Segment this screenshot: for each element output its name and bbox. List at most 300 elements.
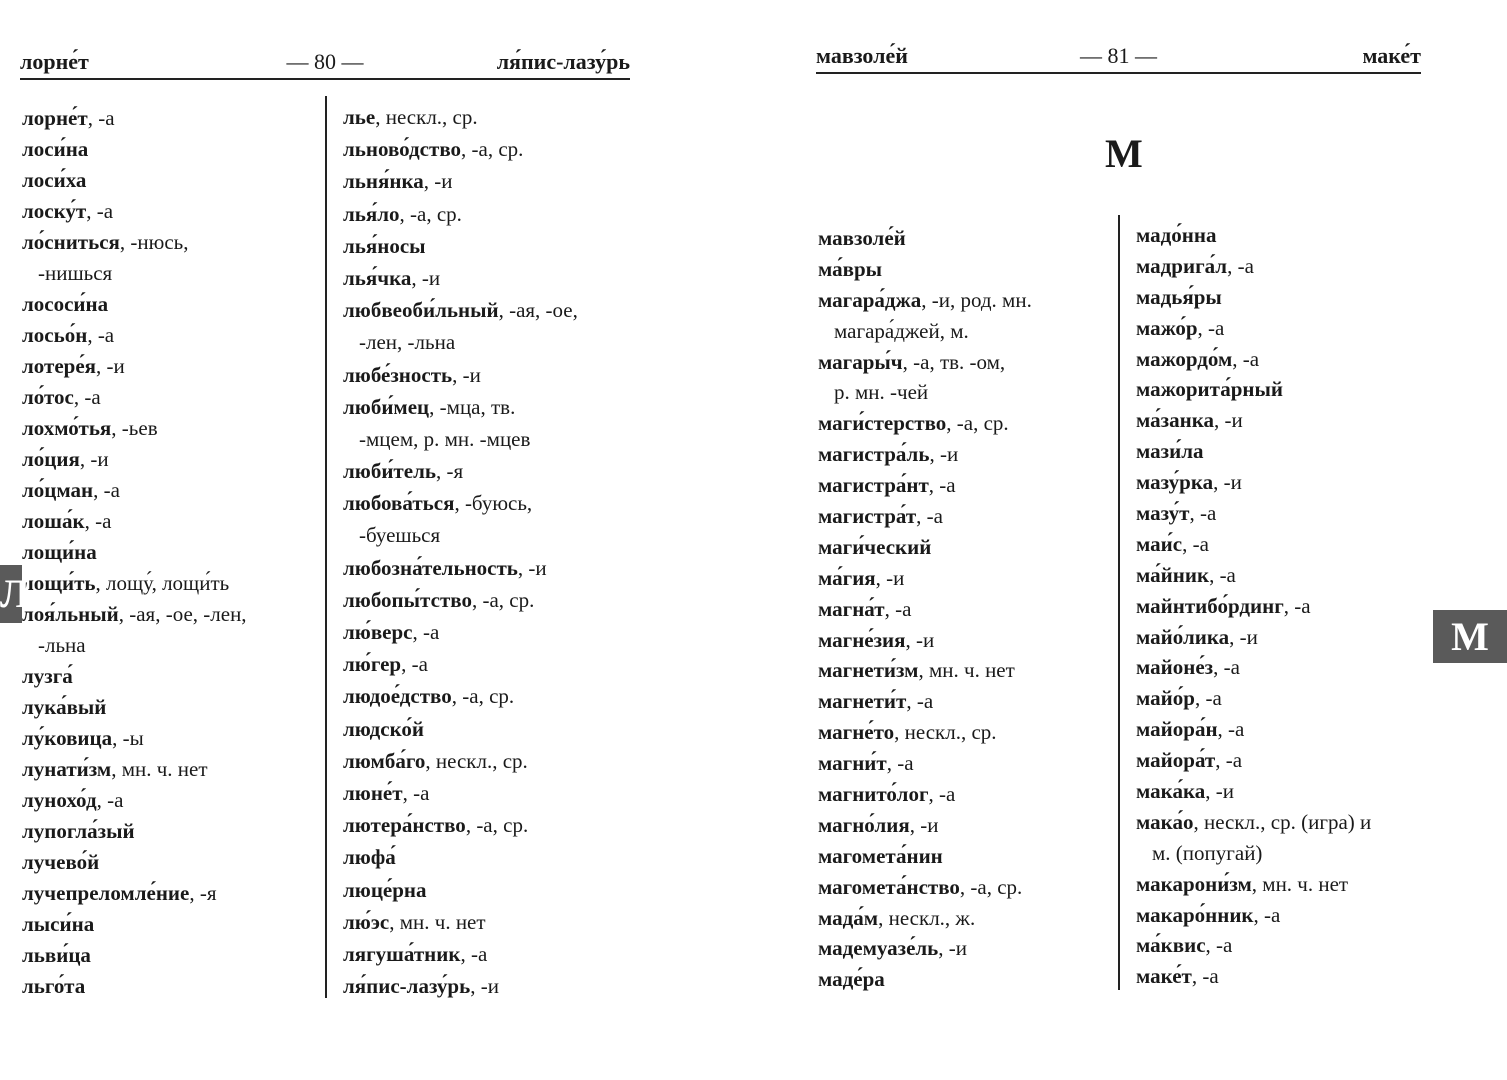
headword: лучево́й [22,850,100,874]
dictionary-entry [22,878,247,909]
header-guide-word-first: лорне́т [20,49,89,74]
grammar-info: , нескл., ср. [894,720,997,745]
headword: мазу́рка [1136,470,1214,495]
grammar-info: , -ы [112,726,144,750]
headword: лунати́зм [22,757,112,781]
dictionary-entry [343,359,578,391]
entry-column-left-2 [343,101,578,1002]
headword: лю́гер [343,652,402,677]
headword: мажо́р [1136,315,1198,340]
grammar-info: , -а [1253,902,1281,927]
thumb-index-tab: Л [0,565,22,623]
dictionary-entry [22,165,247,196]
section-letter-heading: М [1105,131,1143,176]
grammar-info: , -и [411,265,441,290]
dictionary-entry [1136,591,1371,622]
entry-column-right-1 [818,223,1032,995]
grammar-info: , мн. ч. нет [918,658,1015,683]
entry-continuation: м. (попугай) [1152,840,1263,865]
dictionary-entry [22,692,247,723]
headword: мажорита́рный [1136,377,1283,402]
dictionary-entry [343,938,578,970]
grammar-info: , -а [73,385,101,409]
headword: магистра́т [818,504,917,529]
headword: мадемуазе́ль [818,936,939,961]
headword: мадрига́л [1136,253,1228,278]
grammar-info: , -а, ср. [461,137,524,162]
headword: майора́н [1136,717,1218,742]
headword: ма́вры [818,256,883,281]
grammar-info: , нескл., ср. [425,748,528,773]
headword: лососи́на [22,292,109,316]
headword: магнито́лог [818,782,929,807]
headword: лье [343,105,376,129]
dictionary-entry [22,816,247,847]
grammar-info: , -а [928,782,956,807]
dictionary-entry [818,439,1032,470]
grammar-info: , -и [1213,470,1242,495]
dictionary-entry [818,223,1032,254]
dictionary-entry [22,909,247,940]
headword: мажордо́м [1136,346,1233,371]
grammar-info: , -а [86,199,114,223]
grammar-info: , -и [96,354,125,378]
grammar-info: , -а, ср. [451,684,515,709]
dictionary-entry [22,847,247,878]
headword: ма́квис [1136,933,1206,958]
grammar-info: , -нюсь, [119,230,189,254]
headword: лю́эс [343,909,390,934]
headword: майо́р [1136,686,1195,711]
dictionary-entry [22,320,247,351]
dictionary-entry [343,165,578,197]
grammar-info: , -а [1197,315,1225,340]
headword: лунохо́д [22,788,97,812]
grammar-info: , -и [905,627,935,652]
grammar-info: , -а [1213,655,1240,680]
headword: лупогла́зый [22,819,135,843]
headword: ля́пис-лазу́рь [343,974,471,999]
headword: лья́носы [343,233,426,258]
header-guide-word-last: маке́т [1362,43,1421,68]
headword: мазу́т [1136,501,1190,526]
dictionary-entry [343,133,578,165]
dictionary-entry [1136,282,1371,313]
headword: любе́зность [343,362,453,387]
page-number: — 80 — [286,49,364,74]
headword: людое́дство [343,684,452,709]
dictionary-entry [1136,374,1371,405]
headword: лю́верс [343,620,413,644]
dictionary-entry [22,599,247,630]
entry-continuation: -нишься [38,261,113,285]
dictionary-entry [1136,776,1371,807]
headword: лоша́к [22,509,85,533]
dictionary-entry [1136,251,1371,282]
grammar-info: , -и [909,812,939,837]
grammar-info: , -а [87,323,115,347]
dictionary-entry [818,933,1032,964]
dictionary-entry [1136,807,1371,838]
headword: лоя́льный [22,602,119,626]
dictionary-entry [343,101,578,133]
headword: лука́вый [22,695,107,719]
headword: лягуша́тник [343,941,461,966]
headword: ло́сниться [22,230,120,254]
headword: магистра́нт [818,473,929,498]
grammar-info: , нескл., ср. (игра) и [1193,809,1372,834]
header-guide-word-first: мавзоле́й [816,43,908,68]
grammar-info: , -и [423,169,453,194]
dictionary-entry [1136,961,1371,992]
dictionary-entry [818,872,1032,903]
headword: лотере́я [22,354,97,378]
headword: ма́йник [1136,562,1210,587]
right-page [800,0,1507,1080]
dictionary-entry [22,475,247,506]
grammar-info: , -а [1194,686,1222,711]
dictionary-entry [1136,436,1371,467]
grammar-info: , -а [460,941,488,966]
entry-continuation: р. мн. -чей [834,380,929,405]
grammar-info: , -и [1213,408,1243,433]
headword: мази́ла [1136,439,1204,464]
dictionary-entry [1136,498,1371,529]
dictionary-entry [22,940,247,971]
headword: макаро́нник [1136,902,1254,927]
grammar-info: , -и [875,565,905,590]
dictionary-entry [1136,467,1371,498]
dictionary-entry [818,563,1032,594]
headword: магно́лия [818,812,910,837]
headword: магне́зия [818,627,906,652]
headword: любозна́тельность [343,555,518,580]
dictionary-entry [22,134,247,165]
headword: льня́нка [343,169,424,194]
dictionary-entry [343,680,578,712]
page-header [20,48,630,80]
dictionary-entry [818,779,1032,810]
dictionary-entry [343,809,578,841]
headword: майнтибо́рдинг [1136,593,1284,618]
headword: магомета́нство [818,874,960,899]
grammar-info: , нескл., ж. [878,905,976,930]
headword: лорне́т [22,106,88,130]
grammar-info: , -мца, тв. [429,394,516,419]
headword: маги́ческий [818,534,932,559]
headword: лыси́на [22,912,95,936]
headword: ма́гия [818,565,876,590]
headword: мавзоле́й [818,226,906,250]
grammar-info: , мн. ч. нет [111,757,208,781]
grammar-info: , лощу́, лощи́ть [95,571,230,595]
page-header [816,42,1421,74]
headword: любопы́тство [343,587,472,612]
headword: лучепреломле́ние [22,881,190,905]
entry-column-left-1 [22,103,247,1002]
dictionary-entry [1136,869,1371,900]
dictionary-entry [343,391,578,423]
grammar-info: , -а, ср. [465,813,529,838]
dictionary-entry [1136,745,1371,776]
dictionary-entry [818,347,1032,378]
dictionary-entry [1136,529,1371,560]
grammar-info: , -а [402,780,430,805]
grammar-info: , -а [1215,748,1243,773]
dictionary-entry [22,785,247,816]
headword: люфа́ [343,845,396,870]
headword: магнети́т [818,689,907,714]
dictionary-entry [343,874,578,906]
headword: лу́ковица [22,726,113,750]
headword: ло́ция [22,447,80,471]
header-guide-word-last: ля́пис-лазу́рь [496,49,630,74]
dictionary-entry [818,501,1032,532]
dictionary-entry [343,455,578,487]
headword: макарони́зм [1136,871,1252,896]
headword: мака́о [1136,809,1194,834]
dictionary-entry [22,103,247,134]
grammar-info: , -ая, -ое, -лен, [118,602,247,626]
headword: магистра́ль [818,442,930,467]
dictionary-entry [343,262,578,294]
headword: любова́ться [343,491,455,516]
grammar-info: , -а [1217,717,1245,742]
headword: майора́т [1136,748,1216,773]
dictionary-entry [343,230,578,262]
left-page [0,0,660,1080]
headword: любвеоби́льный [343,298,499,323]
headword: майо́лика [1136,624,1230,649]
grammar-info: , -и [470,974,499,999]
column-divider [325,96,327,998]
dictionary-entry [818,964,1032,995]
headword: мада́м [818,905,879,930]
headword: магнети́зм [818,658,919,683]
dictionary-entry [818,810,1032,841]
grammar-info: , -а [401,652,428,677]
dictionary-entry [818,254,1032,285]
dictionary-entry [818,903,1032,934]
dictionary-entry [22,568,247,599]
headword: ма́занка [1136,408,1214,433]
grammar-info: , -и [1229,624,1258,649]
dictionary-entry [343,970,578,1002]
headword: лья́чка [343,265,412,290]
headword: магомета́нин [818,843,943,868]
thumb-index-tab: М [1433,610,1507,663]
dictionary-entry [343,198,578,230]
dictionary-entry [22,754,247,785]
grammar-info: , -а, ср. [959,874,1023,899]
grammar-info: , -а [1209,562,1236,587]
grammar-info: , -а, ср. [399,201,462,226]
headword: лютера́нство [343,813,466,838]
headword: маде́ра [818,967,885,992]
page-number: — 81 — [1080,43,1157,68]
headword: мадья́ры [1136,284,1222,309]
dictionary-entry [1136,900,1371,931]
headword: лощи́на [22,540,97,564]
headword: магне́то [818,720,895,745]
dictionary-entry [343,294,578,326]
headword: людско́й [343,716,424,741]
dictionary-entry [343,487,578,519]
dictionary-entry [1136,714,1371,745]
dictionary-entry [343,745,578,777]
grammar-info: , -и [929,442,959,467]
grammar-info: , -и [938,936,968,961]
headword: люби́мец [343,394,430,419]
headword: лощи́ть [22,571,96,595]
headword: майоне́з [1136,655,1214,680]
headword: льви́ца [22,943,91,967]
headword: ло́цман [22,478,94,502]
dictionary-entry [343,584,578,616]
dictionary-entry [818,748,1032,779]
headword: маги́стерство [818,411,947,436]
grammar-info: , -буюсь, [454,491,533,516]
grammar-info: , -а [1205,933,1233,958]
grammar-info: , -я [435,459,464,484]
dictionary-entry [22,289,247,320]
dictionary-entry [818,841,1032,872]
headword: ло́тос [22,385,74,409]
dictionary-entry [1136,313,1371,344]
dictionary-entry [22,444,247,475]
dictionary-entry [818,655,1032,686]
headword: магна́т [818,596,885,621]
headword: магара́джа [818,287,922,312]
dictionary-entry [22,382,247,413]
grammar-info: , -а [1182,531,1209,556]
dictionary-entry [343,906,578,938]
headword: люце́рна [343,877,427,902]
grammar-info: , -а, ср. [946,411,1009,436]
headword: магни́т [818,751,887,776]
dictionary-entry [818,470,1032,501]
dictionary-entry [1136,344,1371,375]
grammar-info: , -а, ср. [471,587,535,612]
headword: мака́ка [1136,779,1206,804]
grammar-info: , мн. ч. нет [1251,871,1349,896]
headword: лохмо́тья [22,416,112,440]
dictionary-entry [343,552,578,584]
dictionary-entry [343,841,578,873]
headword: лосьо́н [22,323,88,347]
dictionary-entry [818,594,1032,625]
grammar-info: , -а [412,620,440,644]
grammar-info: , -а [884,596,912,621]
dictionary-entry [22,723,247,754]
entry-continuation: -мцем, р. мн. -мцев [359,426,531,451]
headword: мадо́нна [1136,223,1217,247]
dictionary-entry [22,971,247,1002]
entry-continuation: магара́джей, м. [834,318,969,343]
dictionary-entry [343,777,578,809]
dictionary-entry [1136,652,1371,683]
headword: льново́дство [343,137,462,162]
dictionary-entry [22,351,247,382]
headword: лоси́ха [22,168,87,192]
grammar-info: , -а [906,689,934,714]
grammar-info: , -а, тв. -ом, [902,349,1006,374]
grammar-info: , -а [84,509,112,533]
grammar-info: , -а [1191,964,1219,989]
entry-continuation: -буешься [359,523,441,548]
headword: лузга́ [22,664,73,688]
dictionary-entry [22,537,247,568]
headword: лоску́т [22,199,87,223]
entry-column-right-2 [1136,220,1371,992]
grammar-info: , нескл., ср. [375,105,478,129]
grammar-info: , -а [1227,253,1254,278]
dictionary-entry [22,506,247,537]
grammar-info: , -а [928,473,956,498]
dictionary-entry [1136,622,1371,653]
dictionary-entry [343,648,578,680]
column-divider [1118,215,1120,990]
dictionary-entry [22,227,247,258]
dictionary-entry [22,196,247,227]
headword: лья́ло [343,201,400,226]
grammar-info: , -а [1283,593,1311,618]
entry-continuation: -лен, -льна [359,330,456,355]
dictionary-entry [818,625,1032,656]
grammar-info: , -а [93,478,120,502]
grammar-info: , -я [189,881,217,905]
grammar-info: , -и [1205,779,1234,804]
entry-continuation: -льна [38,633,86,657]
grammar-info: , -и [79,447,109,471]
dictionary-entry [818,717,1032,748]
headword: люби́тель [343,459,436,484]
grammar-info: , -и [517,555,547,580]
grammar-info: , -ая, -ое, [498,298,578,323]
headword: льго́та [22,974,86,998]
grammar-info: , -а [1189,501,1217,526]
grammar-info: , -и [452,362,481,387]
grammar-info: , -и, род. мн. [921,287,1032,312]
dictionary-entry [818,532,1032,563]
dictionary-entry [22,661,247,692]
grammar-info: , мн. ч. нет [389,909,486,934]
dictionary-entry [22,413,247,444]
grammar-info: , -а [87,106,115,130]
grammar-info: , -а [96,788,124,812]
grammar-info: , -а [916,504,943,529]
headword: люмба́го [343,748,426,773]
headword: маке́т [1136,964,1192,989]
dictionary-entry [818,686,1032,717]
grammar-info: , -а [1232,346,1260,371]
dictionary-entry [343,616,578,648]
dictionary-entry [818,285,1032,316]
headword: магары́ч [818,349,903,374]
dictionary-entry [1136,560,1371,591]
headword: маи́с [1136,531,1183,556]
headword: лоси́на [22,137,89,161]
dictionary-entry [1136,930,1371,961]
headword: люне́т [343,780,403,805]
grammar-info: , -а [886,751,914,776]
dictionary-entry [343,713,578,745]
dictionary-entry [1136,405,1371,436]
grammar-info: , -ьев [111,416,158,440]
dictionary-entry [1136,683,1371,714]
dictionary-entry [818,408,1032,439]
dictionary-entry [1136,220,1371,251]
